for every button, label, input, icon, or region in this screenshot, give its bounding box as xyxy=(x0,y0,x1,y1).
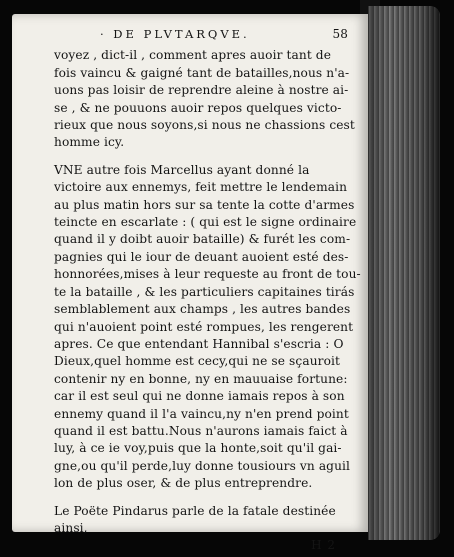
page-edges-shade xyxy=(368,6,440,540)
text-line: VNE autre fois Marcellus ayant donné la xyxy=(54,162,310,177)
text-line: teincte en escarlate : ( qui est le signe ordinaire xyxy=(54,215,357,230)
text-line: contenir ny en bonne, ny en mauuaise fortune: xyxy=(54,371,348,386)
signature-mark: H 2 xyxy=(311,538,336,553)
text-line: rieux que nous soyons,si nous ne chassions cest xyxy=(54,118,355,133)
text-line: quand il est battu.Nous n'aurons iamais faict à xyxy=(54,423,348,438)
page-footer xyxy=(54,537,336,554)
text-line: lon de plus oser, & de plus entreprendre. xyxy=(54,476,313,491)
text-line: qui n'auoient point esté rompues, les rengerent xyxy=(54,319,354,334)
running-title: · DE PLVTARQVE. xyxy=(100,27,250,41)
text-line: honnorées,mises à leur requeste au front de tou- xyxy=(54,267,361,282)
text-line: car il est seul qui ne donne iamais repos à son xyxy=(54,389,345,404)
paragraph-gap xyxy=(54,493,360,503)
text-line: se , & ne pouuons auoir repos quelques victo- xyxy=(54,100,342,115)
text-block xyxy=(54,26,360,555)
text-line: fois vaincu & gaigné tant de batailles,nous n'a- xyxy=(54,65,350,80)
paragraph-gap xyxy=(54,152,360,162)
paragraph-1 xyxy=(54,47,360,151)
text-line: ainsi, xyxy=(54,520,88,535)
text-line: Le Poëte Pindarus parle de la fatale destinée xyxy=(54,503,336,518)
text-line: au plus matin hors sur sa tente la cotte d'armes xyxy=(54,197,355,212)
page-number: 58 xyxy=(332,27,348,41)
text-line: homme icy. xyxy=(54,135,125,150)
text-line: quand il y doibt auoir bataille) & furét les com- xyxy=(54,232,351,247)
text-line: uons pas loisir de reprendre aleine à nostre ai- xyxy=(54,83,349,98)
text-line: pagnies qui le iour de deuant auoient esté des- xyxy=(54,249,349,264)
text-line: semblablement aux champs , les autres bandes xyxy=(54,302,351,317)
text-line: victoire aux ennemys, feit mettre le lendemain xyxy=(54,180,348,195)
text-line: gne,ou qu'il perde,luy donne tousiours vn aguil xyxy=(54,458,351,473)
text-line: Dieux,quel homme est cecy,qui ne se sçauroit xyxy=(54,354,340,369)
paragraph-3 xyxy=(54,503,360,538)
text-line: te la bataille , & les particuliers capitaines tirás xyxy=(54,284,355,299)
text-line: apres. Ce que entendant Hannibal s'escria : O xyxy=(54,336,344,351)
text-line: voyez , dict-il , comment apres auoir tant de xyxy=(54,48,332,63)
running-head xyxy=(58,26,348,43)
text-line: ennemy quand il l'a vaincu,ny n'en prend point xyxy=(54,406,349,421)
text-line: luy, à ce ie voy,puis que la honte,soit qu'il gai- xyxy=(54,441,342,456)
paragraph-2 xyxy=(54,162,360,493)
